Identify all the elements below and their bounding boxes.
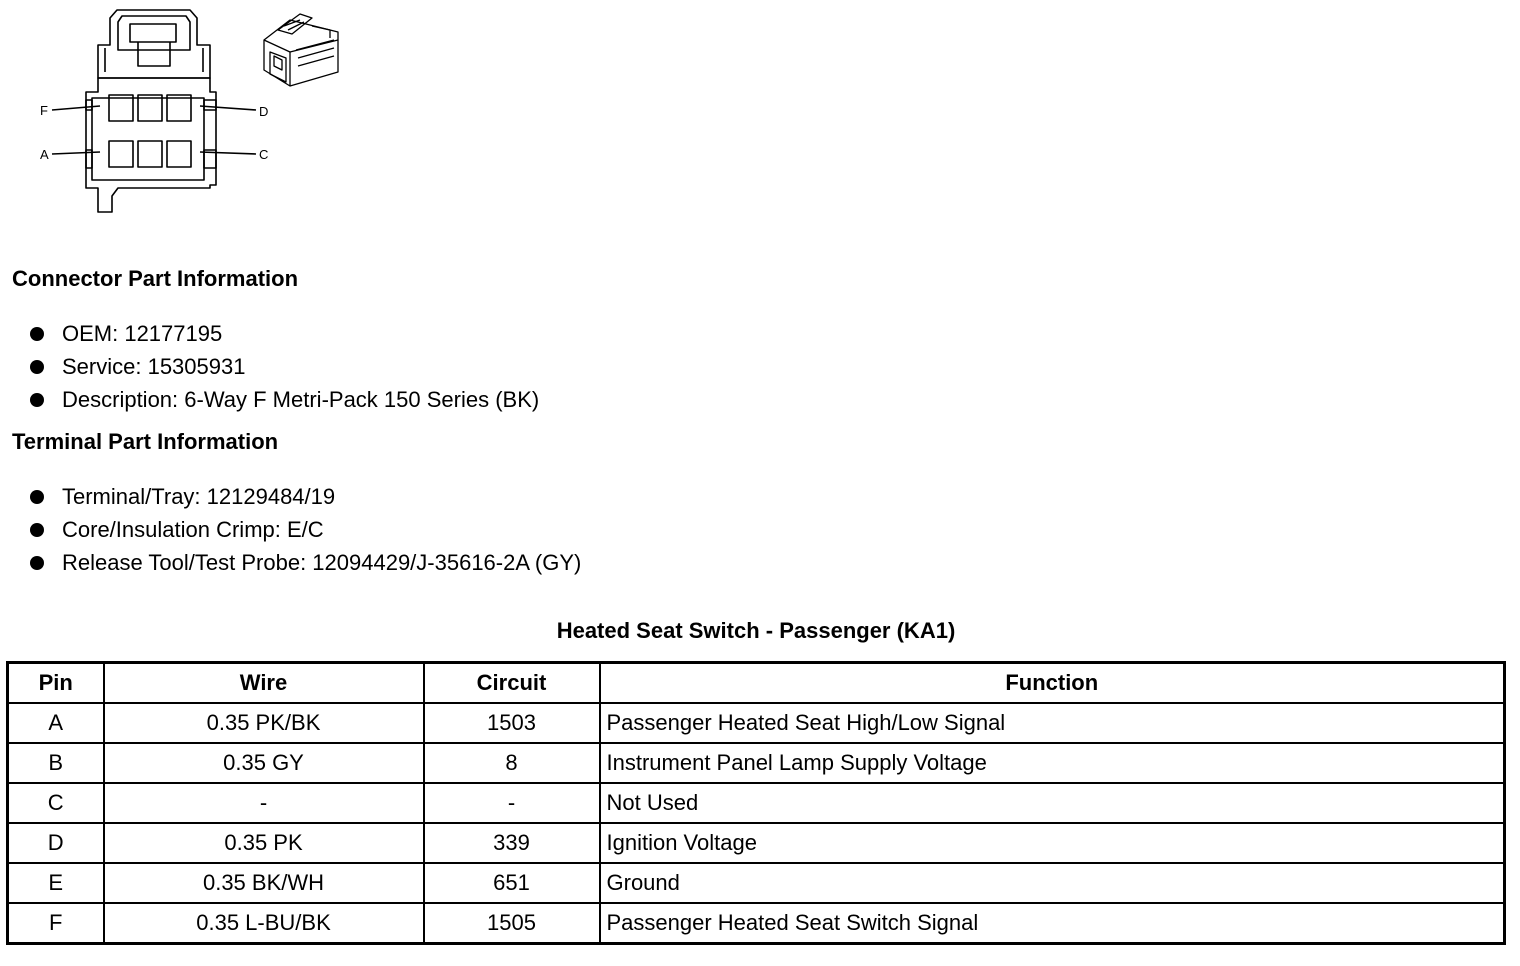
header-function: Function — [600, 663, 1505, 704]
cell-circuit: 651 — [424, 863, 600, 903]
connector-isometric-icon — [264, 14, 338, 86]
cell-circuit: 8 — [424, 743, 600, 783]
cell-pin: C — [8, 783, 104, 823]
list-item: Service: 15305931 — [28, 350, 539, 383]
table-row — [8, 783, 1505, 823]
connector-info-list — [28, 317, 539, 416]
list-item: Description: 6-Way F Metri-Pack 150 Series (BK) — [28, 383, 539, 416]
cavity-e — [138, 95, 162, 121]
table-row — [8, 863, 1505, 903]
pinout-table — [6, 661, 1506, 945]
pin-label-c: C — [259, 147, 269, 162]
cavity-c — [167, 141, 191, 167]
bullet-icon — [30, 393, 44, 407]
pin-label-f: F — [40, 103, 48, 118]
cell-circuit: 1503 — [424, 703, 600, 743]
cell-pin: B — [8, 743, 104, 783]
cavity-d — [167, 95, 191, 121]
bullet-icon — [30, 556, 44, 570]
table-row — [8, 743, 1505, 783]
cell-function: Ignition Voltage — [600, 823, 1505, 863]
header-wire: Wire — [104, 663, 424, 704]
table-row — [8, 823, 1505, 863]
list-item: Core/Insulation Crimp: E/C — [28, 513, 581, 546]
list-item: OEM: 12177195 — [28, 317, 539, 350]
cell-pin: E — [8, 863, 104, 903]
bullet-icon — [30, 490, 44, 504]
table-header-row — [8, 663, 1505, 704]
cell-circuit: 1505 — [424, 903, 600, 944]
cell-function: Instrument Panel Lamp Supply Voltage — [600, 743, 1505, 783]
connector-diagram — [0, 0, 360, 225]
table-title: Heated Seat Switch - Passenger (KA1) — [556, 618, 956, 643]
cavity-f — [109, 95, 133, 121]
pin-label-a: A — [40, 147, 49, 162]
bullet-icon — [30, 360, 44, 374]
cell-wire: 0.35 PK — [104, 823, 424, 863]
terminal-info-list — [28, 480, 581, 579]
bullet-icon — [30, 523, 44, 537]
cell-function: Not Used — [600, 783, 1505, 823]
bullet-icon — [30, 327, 44, 341]
pin-label-d: D — [259, 104, 269, 119]
table-row — [8, 903, 1505, 944]
header-pin: Pin — [8, 663, 104, 704]
header-circuit: Circuit — [424, 663, 600, 704]
cell-function: Passenger Heated Seat Switch Signal — [600, 903, 1505, 944]
cell-circuit: - — [424, 783, 600, 823]
connector-latch — [98, 10, 210, 78]
cell-wire: 0.35 PK/BK — [104, 703, 424, 743]
cell-function: Ground — [600, 863, 1505, 903]
table-row — [8, 703, 1505, 743]
cell-wire: 0.35 L-BU/BK — [104, 903, 424, 944]
terminal-info-heading: Terminal Part Information — [12, 429, 279, 454]
cavity-b — [138, 141, 162, 167]
list-item: Release Tool/Test Probe: 12094429/J-35616-2A (GY) — [28, 546, 581, 579]
connector-info-heading: Connector Part Information — [12, 266, 299, 291]
cell-function: Passenger Heated Seat High/Low Signal — [600, 703, 1505, 743]
cavity-a — [109, 141, 133, 167]
cell-wire: - — [104, 783, 424, 823]
cell-wire: 0.35 GY — [104, 743, 424, 783]
list-item: Terminal/Tray: 12129484/19 — [28, 480, 581, 513]
cell-wire: 0.35 BK/WH — [104, 863, 424, 903]
cell-pin: A — [8, 703, 104, 743]
cell-pin: F — [8, 903, 104, 944]
cell-pin: D — [8, 823, 104, 863]
cell-circuit: 339 — [424, 823, 600, 863]
